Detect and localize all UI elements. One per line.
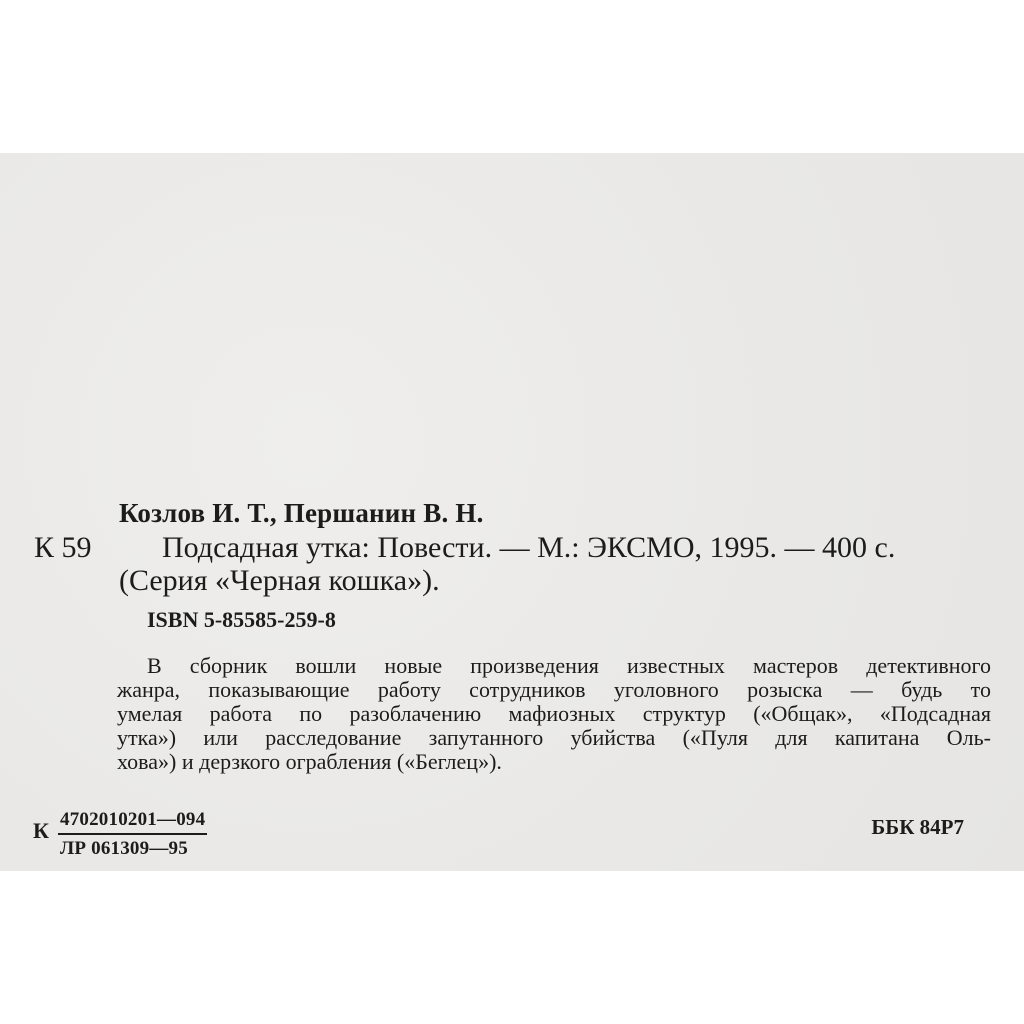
catalog-mark: К 59 <box>34 531 92 564</box>
isbn-number: ISBN 5-85585-259-8 <box>147 607 336 632</box>
annotation-line: утка») или расследование запутанного убийства («Пуля для капитана Оль- <box>117 725 991 750</box>
annotation-paragraph <box>117 654 991 774</box>
series-line: (Серия «Черная кошка»). <box>119 564 440 597</box>
annotation-line: умелая работа по разоблачению мафиозных структур («Общак», «Подсадная <box>117 701 991 726</box>
publisher-code-fraction <box>58 809 207 860</box>
publisher-code-numerator: 4702010201—094 <box>58 809 207 835</box>
title-publication-line: Подсадная утка: Повести. — М.: ЭКСМО, 1995. — 400 с. <box>162 531 896 564</box>
catalog-card-page <box>0 153 1024 871</box>
annotation-line: В сборник вошли новые произведения известных мастеров детективного <box>147 653 991 678</box>
authors-heading: Козлов И. Т., Першанин В. Н. <box>119 498 484 528</box>
annotation-line: жанра, показывающие работу сотрудников уголовного розыска — будь то <box>117 677 991 702</box>
bbk-classification: ББК 84Р7 <box>871 815 964 839</box>
annotation-line: хова») и дерзкого ограбления («Беглец»). <box>117 749 502 774</box>
publisher-code-letter: К <box>33 818 49 843</box>
license-number: ЛР 061309—95 <box>60 838 188 859</box>
